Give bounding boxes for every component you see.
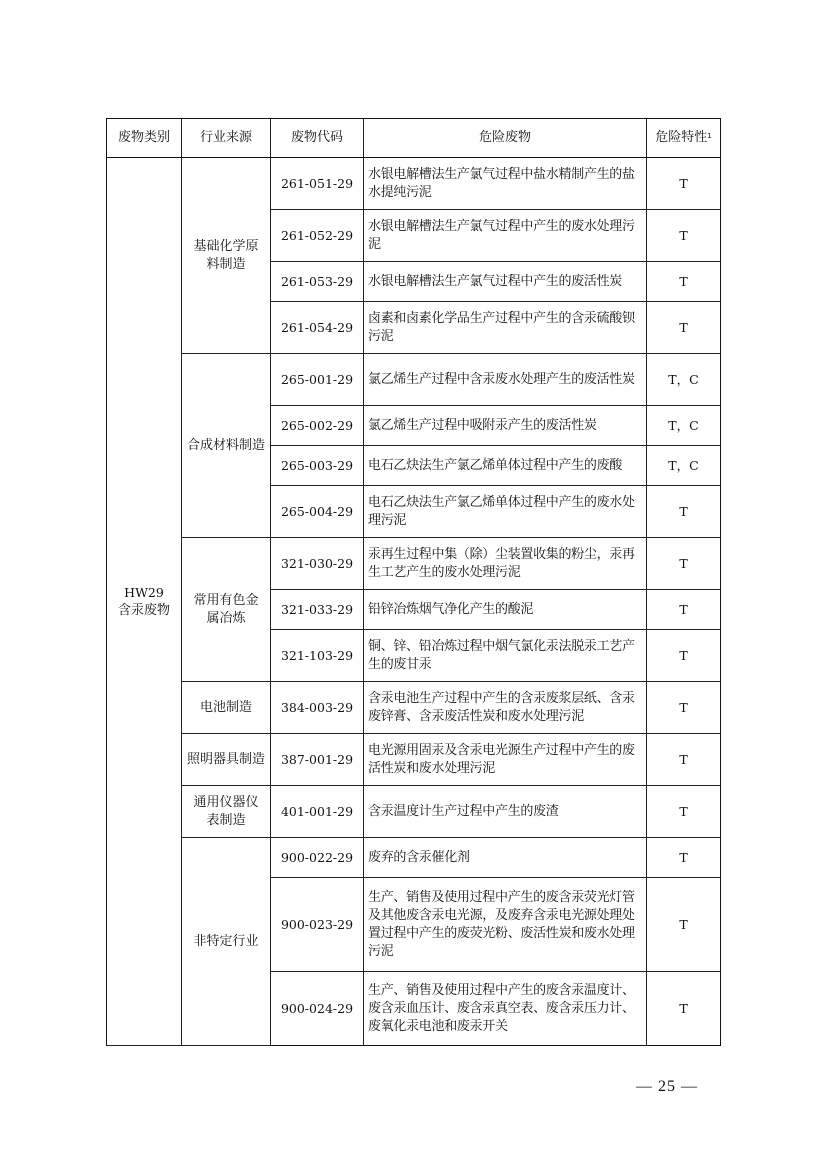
category-name: 含汞废物 — [117, 602, 170, 618]
waste-code: 265-002-29 — [271, 406, 364, 446]
waste-description: 生产、销售及使用过程中产生的废含汞温度计、废含汞血压计、废含汞真空表、废含汞压力计、废氧化汞电池和废汞开关 — [364, 972, 647, 1046]
waste-code: 321-030-29 — [271, 538, 364, 590]
waste-property: T — [647, 630, 721, 682]
waste-description: 水银电解槽法生产氯气过程中产生的废活性炭 — [364, 262, 647, 302]
waste-category-cell — [107, 158, 182, 1046]
waste-description: 生产、销售及使用过程中产生的废含汞荧光灯管及其他废含汞电光源，及废弃含汞电光源处理处置过程中产生的废荧光粉、废活性炭和废水处理污泥 — [364, 878, 647, 972]
table-row — [107, 786, 721, 838]
waste-code: 261-054-29 — [271, 302, 364, 354]
header-waste: 危险废物 — [364, 119, 647, 158]
waste-code: 401-001-29 — [271, 786, 364, 838]
table-row — [107, 682, 721, 734]
waste-property: T — [647, 302, 721, 354]
table-row — [107, 158, 721, 210]
header-industry: 行业来源 — [182, 119, 271, 158]
waste-property: T — [647, 538, 721, 590]
header-property-footnote: 1 — [707, 132, 712, 140]
waste-property: T — [647, 262, 721, 302]
waste-code: 261-052-29 — [271, 210, 364, 262]
waste-description: 氯乙烯生产过程中含汞废水处理产生的废活性炭 — [364, 354, 647, 406]
waste-description: 含汞电池生产过程中产生的含汞废浆层纸、含汞废锌膏、含汞废活性炭和废水处理污泥 — [364, 682, 647, 734]
industry-cell: 照明器具制造 — [182, 734, 271, 786]
waste-code: 261-053-29 — [271, 262, 364, 302]
waste-property: T — [647, 682, 721, 734]
waste-code: 900-022-29 — [271, 838, 364, 878]
waste-description: 电石乙炔法生产氯乙烯单体过程中产生的废水处理污泥 — [364, 486, 647, 538]
waste-description: 电石乙炔法生产氯乙烯单体过程中产生的废酸 — [364, 446, 647, 486]
waste-description: 电光源用固汞及含汞电光源生产过程中产生的废活性炭和废水处理污泥 — [364, 734, 647, 786]
waste-code: 265-001-29 — [271, 354, 364, 406]
waste-code: 321-103-29 — [271, 630, 364, 682]
waste-property: T — [647, 878, 721, 972]
header-category: 废物类别 — [107, 119, 182, 158]
waste-description: 水银电解槽法生产氯气过程中产生的废水处理污泥 — [364, 210, 647, 262]
table-row — [107, 354, 721, 406]
waste-property: T — [647, 158, 721, 210]
hazardous-waste-table — [106, 118, 721, 1046]
table-row — [107, 838, 721, 878]
industry-cell: 非特定行业 — [182, 838, 271, 1046]
waste-description: 氯乙烯生产过程中吸附汞产生的废活性炭 — [364, 406, 647, 446]
table-header-row — [107, 119, 721, 158]
industry-cell: 合成材料制造 — [182, 354, 271, 538]
industry-cell: 常用有色金属冶炼 — [182, 538, 271, 682]
industry-cell: 基础化学原料制造 — [182, 158, 271, 354]
waste-property: T — [647, 786, 721, 838]
waste-description: 水银电解槽法生产氯气过程中盐水精制产生的盐水提纯污泥 — [364, 158, 647, 210]
waste-code: 900-023-29 — [271, 878, 364, 972]
waste-code: 321-033-29 — [271, 590, 364, 630]
waste-property: T — [647, 590, 721, 630]
waste-code: 384-003-29 — [271, 682, 364, 734]
waste-property: T，C — [647, 446, 721, 486]
waste-description: 卤素和卤素化学品生产过程中产生的含汞硫酸钡污泥 — [364, 302, 647, 354]
waste-description: 铜、锌、铅冶炼过程中烟气氯化汞法脱汞工艺产生的废甘汞 — [364, 630, 647, 682]
waste-property: T，C — [647, 354, 721, 406]
industry-cell: 通用仪器仪表制造 — [182, 786, 271, 838]
waste-code: 261-051-29 — [271, 158, 364, 210]
table-row — [107, 734, 721, 786]
header-property-label: 危险特性 — [655, 130, 708, 145]
waste-code: 265-004-29 — [271, 486, 364, 538]
header-code: 废物代码 — [271, 119, 364, 158]
category-code: HW29 — [124, 584, 164, 600]
waste-property: T — [647, 734, 721, 786]
table-row — [107, 538, 721, 590]
waste-description: 铅锌冶炼烟气净化产生的酸泥 — [364, 590, 647, 630]
waste-description: 含汞温度计生产过程中产生的废渣 — [364, 786, 647, 838]
waste-property: T — [647, 210, 721, 262]
waste-property: T — [647, 972, 721, 1046]
industry-cell: 电池制造 — [182, 682, 271, 734]
waste-property: T，C — [647, 406, 721, 446]
waste-description: 废弃的含汞催化剂 — [364, 838, 647, 878]
header-property — [647, 119, 721, 158]
waste-code: 900-024-29 — [271, 972, 364, 1046]
waste-code: 387-001-29 — [271, 734, 364, 786]
waste-code: 265-003-29 — [271, 446, 364, 486]
page-number: — 25 — — [636, 1078, 698, 1095]
waste-description: 汞再生过程中集（除）尘装置收集的粉尘，汞再生工艺产生的废水处理污泥 — [364, 538, 647, 590]
waste-property: T — [647, 838, 721, 878]
waste-property: T — [647, 486, 721, 538]
